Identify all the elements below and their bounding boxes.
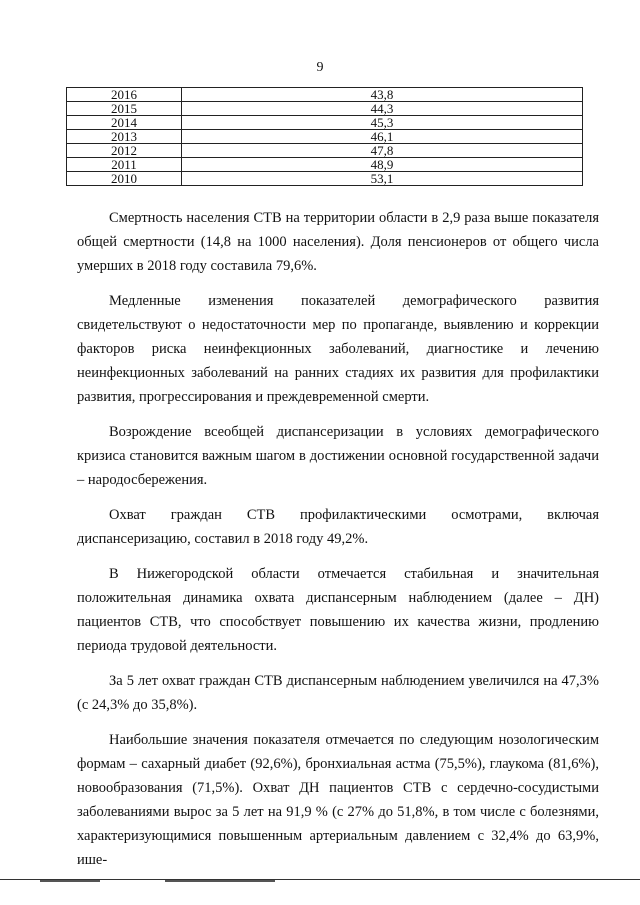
year-cell: 2010 — [67, 172, 182, 186]
value-cell: 48,9 — [182, 158, 583, 172]
year-cell: 2015 — [67, 102, 182, 116]
year-cell: 2016 — [67, 88, 182, 102]
table-row — [67, 116, 583, 130]
value-cell: 46,1 — [182, 130, 583, 144]
paragraph: Возрождение всеобщей диспансеризации в условиях демографического кризиса становится важным шагом в достижении основной государственной задачи – народосбережения. — [77, 424, 599, 488]
year-cell: 2014 — [67, 116, 182, 130]
scan-artifact — [165, 880, 275, 882]
value-cell: 44,3 — [182, 102, 583, 116]
year-cell: 2011 — [67, 158, 182, 172]
paragraph: За 5 лет охват граждан СТВ диспансерным наблюдением увеличился на 47,3% (с 24,3% до 35,8%). — [77, 673, 599, 713]
paragraph: Медленные изменения показателей демографического развития свидетельствуют о недостаточности мер по пропаганде, выявлению и коррекции факторов риска неинфекционных заболеваний, диагностике и лечению неинфекционных заболеваний на ранних стадиях их развития для профилактики развития, прогрессирования и преждевременной смерти. — [77, 293, 599, 405]
value-cell: 47,8 — [182, 144, 583, 158]
table-row — [67, 88, 583, 102]
table-row — [67, 172, 583, 186]
value-cell: 53,1 — [182, 172, 583, 186]
scan-artifact — [40, 880, 100, 882]
paragraph: Охват граждан СТВ профилактическими осмотрами, включая диспансеризацию, составил в 2018 году 49,2%. — [77, 507, 599, 547]
paragraph: Наибольшие значения показателя отмечается по следующим нозологическим формам – сахарный диабет (92,6%), бронхиальная астма (75,5%), глаукома (81,6%), новообразования (71,5%). Охват ДН пациентов СТВ с сердечно-сосудистыми заболеваниями вырос за 5 лет на 91,9 % (с 27% до 51,8%, в том числе с болезнями, характеризующимися повышенным артериальным давлением с 32,4% до 63,9%, ише- — [77, 732, 599, 868]
table-row — [67, 102, 583, 116]
paragraph: Смертность населения СТВ на территории области в 2,9 раза выше показателя общей смертности (14,8 на 1000 населения). Доля пенсионеров от общего числа умерших в 2018 году составила 79,6%. — [77, 210, 599, 274]
table-row — [67, 144, 583, 158]
value-cell: 43,8 — [182, 88, 583, 102]
year-cell: 2012 — [67, 144, 182, 158]
value-cell: 45,3 — [182, 116, 583, 130]
page-number: 9 — [316, 60, 324, 75]
data-table — [66, 87, 583, 186]
year-cell: 2013 — [67, 130, 182, 144]
table-row — [67, 130, 583, 144]
paragraph: В Нижегородской области отмечается стабильная и значительная положительная динамика охвата диспансерным наблюдением (далее – ДН) пациентов СТВ, что способствует повышению их качества жизни, продлению периода трудовой деятельности. — [77, 566, 599, 654]
table-row — [67, 158, 583, 172]
body-text — [77, 206, 599, 883]
